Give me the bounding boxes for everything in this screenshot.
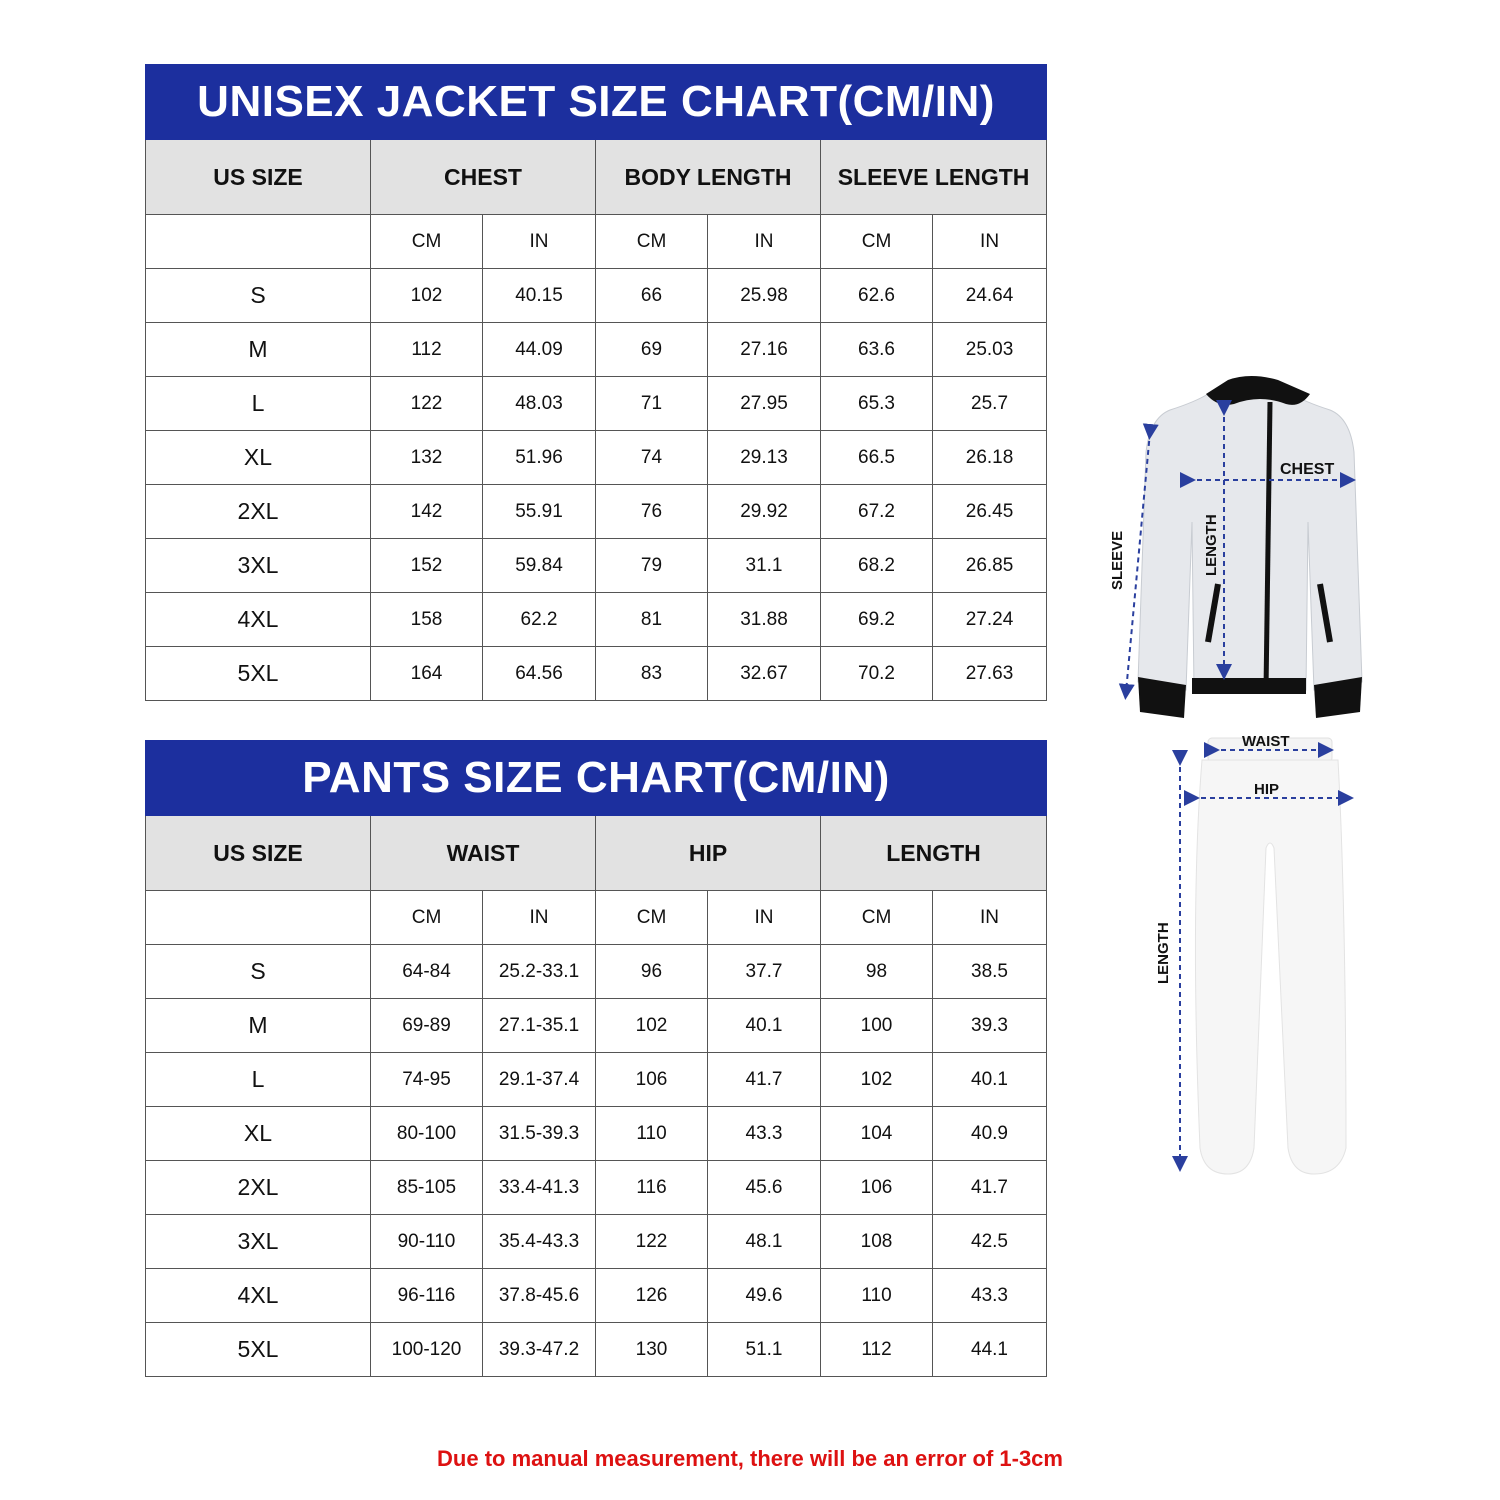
value-cell: 44.1 (933, 1323, 1047, 1377)
value-cell: 26.18 (933, 431, 1047, 485)
value-cell: 152 (371, 539, 483, 593)
table-row (146, 1323, 1047, 1377)
value-cell: 26.85 (933, 539, 1047, 593)
table-row (146, 539, 1047, 593)
value-cell: 112 (371, 323, 483, 377)
value-cell: 81 (596, 593, 708, 647)
value-cell: 24.64 (933, 269, 1047, 323)
value-cell: 68.2 (821, 539, 933, 593)
unit-row (146, 215, 1047, 269)
value-cell: 100 (821, 999, 933, 1053)
value-cell: 43.3 (933, 1269, 1047, 1323)
value-cell: 27.95 (708, 377, 821, 431)
value-cell: 106 (596, 1053, 708, 1107)
value-cell: 90-110 (371, 1215, 483, 1269)
value-cell: 79 (596, 539, 708, 593)
value-cell: 38.5 (933, 945, 1047, 999)
value-cell: 44.09 (483, 323, 596, 377)
value-cell: 132 (371, 431, 483, 485)
value-cell: 69-89 (371, 999, 483, 1053)
value-cell: 48.03 (483, 377, 596, 431)
unit-cell: CM (371, 891, 483, 945)
unit-row (146, 891, 1047, 945)
value-cell: 108 (821, 1215, 933, 1269)
value-cell: 29.1-37.4 (483, 1053, 596, 1107)
value-cell: 80-100 (371, 1107, 483, 1161)
value-cell: 48.1 (708, 1215, 821, 1269)
value-cell: 112 (821, 1323, 933, 1377)
chest-label: CHEST (1280, 461, 1335, 478)
value-cell: 27.1-35.1 (483, 999, 596, 1053)
size-cell: XL (146, 431, 371, 485)
value-cell: 96-116 (371, 1269, 483, 1323)
size-cell: L (146, 1053, 371, 1107)
value-cell: 65.3 (821, 377, 933, 431)
size-cell: 4XL (146, 593, 371, 647)
size-cell: M (146, 323, 371, 377)
size-cell: S (146, 269, 371, 323)
table-row (146, 1215, 1047, 1269)
value-cell: 33.4-41.3 (483, 1161, 596, 1215)
value-cell: 142 (371, 485, 483, 539)
size-cell: M (146, 999, 371, 1053)
value-cell: 31.1 (708, 539, 821, 593)
value-cell: 51.1 (708, 1323, 821, 1377)
value-cell: 25.7 (933, 377, 1047, 431)
table-row (146, 593, 1047, 647)
jacket-length-label: LENGTH (1203, 514, 1220, 576)
value-cell: 130 (596, 1323, 708, 1377)
value-cell: 102 (596, 999, 708, 1053)
value-cell: 37.8-45.6 (483, 1269, 596, 1323)
value-cell: 76 (596, 485, 708, 539)
value-cell: 100-120 (371, 1323, 483, 1377)
value-cell: 98 (821, 945, 933, 999)
unit-cell: IN (708, 215, 821, 269)
hip-label: HIP (1254, 781, 1280, 798)
value-cell: 64.56 (483, 647, 596, 701)
value-cell: 43.3 (708, 1107, 821, 1161)
us-size-header: US SIZE (146, 816, 371, 891)
value-cell: 49.6 (708, 1269, 821, 1323)
value-cell: 27.16 (708, 323, 821, 377)
waist-header: WAIST (371, 816, 596, 891)
length-header: LENGTH (821, 816, 1047, 891)
value-cell: 164 (371, 647, 483, 701)
size-cell: 4XL (146, 1269, 371, 1323)
unit-cell: CM (596, 215, 708, 269)
value-cell: 62.6 (821, 269, 933, 323)
size-cell: 2XL (146, 1161, 371, 1215)
jacket-chart-title: UNISEX JACKET SIZE CHART(CM/IN) (146, 65, 1047, 140)
value-cell: 35.4-43.3 (483, 1215, 596, 1269)
value-cell: 41.7 (708, 1053, 821, 1107)
table-row (146, 485, 1047, 539)
value-cell: 122 (596, 1215, 708, 1269)
value-cell: 158 (371, 593, 483, 647)
value-cell: 102 (821, 1053, 933, 1107)
unit-cell: IN (483, 891, 596, 945)
unit-cell: IN (708, 891, 821, 945)
value-cell: 25.2-33.1 (483, 945, 596, 999)
value-cell: 74-95 (371, 1053, 483, 1107)
pants-illustration (1150, 728, 1360, 1183)
table-row (146, 269, 1047, 323)
chest-header: CHEST (371, 140, 596, 215)
pants-size-table (145, 740, 1047, 1377)
table-row (146, 1269, 1047, 1323)
size-cell: 2XL (146, 485, 371, 539)
size-cell: 5XL (146, 1323, 371, 1377)
table-row (146, 1107, 1047, 1161)
value-cell: 51.96 (483, 431, 596, 485)
value-cell: 126 (596, 1269, 708, 1323)
value-cell: 40.9 (933, 1107, 1047, 1161)
table-row (146, 647, 1047, 701)
sleeve-label: SLEEVE (1109, 530, 1126, 590)
empty-cell (146, 215, 371, 269)
value-cell: 31.5-39.3 (483, 1107, 596, 1161)
measurement-note: Due to manual measurement, there will be an error of 1-3cm (437, 1446, 1063, 1471)
size-cell: L (146, 377, 371, 431)
unit-cell: CM (821, 215, 933, 269)
value-cell: 69 (596, 323, 708, 377)
value-cell: 42.5 (933, 1215, 1047, 1269)
table-row (146, 377, 1047, 431)
value-cell: 104 (821, 1107, 933, 1161)
waist-label: WAIST (1242, 733, 1290, 750)
value-cell: 69.2 (821, 593, 933, 647)
value-cell: 110 (821, 1269, 933, 1323)
value-cell: 40.15 (483, 269, 596, 323)
unit-cell: CM (371, 215, 483, 269)
value-cell: 102 (371, 269, 483, 323)
value-cell: 74 (596, 431, 708, 485)
value-cell: 27.63 (933, 647, 1047, 701)
empty-cell (146, 891, 371, 945)
jacket-illustration (1100, 372, 1410, 727)
value-cell: 71 (596, 377, 708, 431)
pants-chart-title: PANTS SIZE CHART(CM/IN) (146, 741, 1047, 816)
value-cell: 29.92 (708, 485, 821, 539)
table-row (146, 999, 1047, 1053)
value-cell: 26.45 (933, 485, 1047, 539)
value-cell: 67.2 (821, 485, 933, 539)
value-cell: 37.7 (708, 945, 821, 999)
unit-cell: IN (483, 215, 596, 269)
unit-cell: CM (596, 891, 708, 945)
value-cell: 63.6 (821, 323, 933, 377)
value-cell: 64-84 (371, 945, 483, 999)
size-cell: 5XL (146, 647, 371, 701)
value-cell: 122 (371, 377, 483, 431)
hip-header: HIP (596, 816, 821, 891)
value-cell: 66.5 (821, 431, 933, 485)
table-row (146, 431, 1047, 485)
value-cell: 85-105 (371, 1161, 483, 1215)
value-cell: 31.88 (708, 593, 821, 647)
value-cell: 40.1 (708, 999, 821, 1053)
pants-length-label: LENGTH (1155, 922, 1172, 984)
value-cell: 32.67 (708, 647, 821, 701)
value-cell: 39.3 (933, 999, 1047, 1053)
value-cell: 40.1 (933, 1053, 1047, 1107)
size-cell: S (146, 945, 371, 999)
value-cell: 83 (596, 647, 708, 701)
value-cell: 55.91 (483, 485, 596, 539)
sleeve-length-header: SLEEVE LENGTH (821, 140, 1047, 215)
size-cell: 3XL (146, 1215, 371, 1269)
table-row (146, 1161, 1047, 1215)
value-cell: 62.2 (483, 593, 596, 647)
value-cell: 39.3-47.2 (483, 1323, 596, 1377)
unit-cell: CM (821, 891, 933, 945)
us-size-header: US SIZE (146, 140, 371, 215)
value-cell: 66 (596, 269, 708, 323)
table-row (146, 323, 1047, 377)
value-cell: 116 (596, 1161, 708, 1215)
value-cell: 29.13 (708, 431, 821, 485)
value-cell: 96 (596, 945, 708, 999)
value-cell: 110 (596, 1107, 708, 1161)
value-cell: 70.2 (821, 647, 933, 701)
size-cell: XL (146, 1107, 371, 1161)
value-cell: 59.84 (483, 539, 596, 593)
value-cell: 27.24 (933, 593, 1047, 647)
size-cell: 3XL (146, 539, 371, 593)
value-cell: 25.03 (933, 323, 1047, 377)
unit-cell: IN (933, 891, 1047, 945)
table-row (146, 1053, 1047, 1107)
jacket-size-table (145, 64, 1047, 701)
value-cell: 45.6 (708, 1161, 821, 1215)
value-cell: 41.7 (933, 1161, 1047, 1215)
value-cell: 106 (821, 1161, 933, 1215)
unit-cell: IN (933, 215, 1047, 269)
table-row (146, 945, 1047, 999)
value-cell: 25.98 (708, 269, 821, 323)
body-length-header: BODY LENGTH (596, 140, 821, 215)
